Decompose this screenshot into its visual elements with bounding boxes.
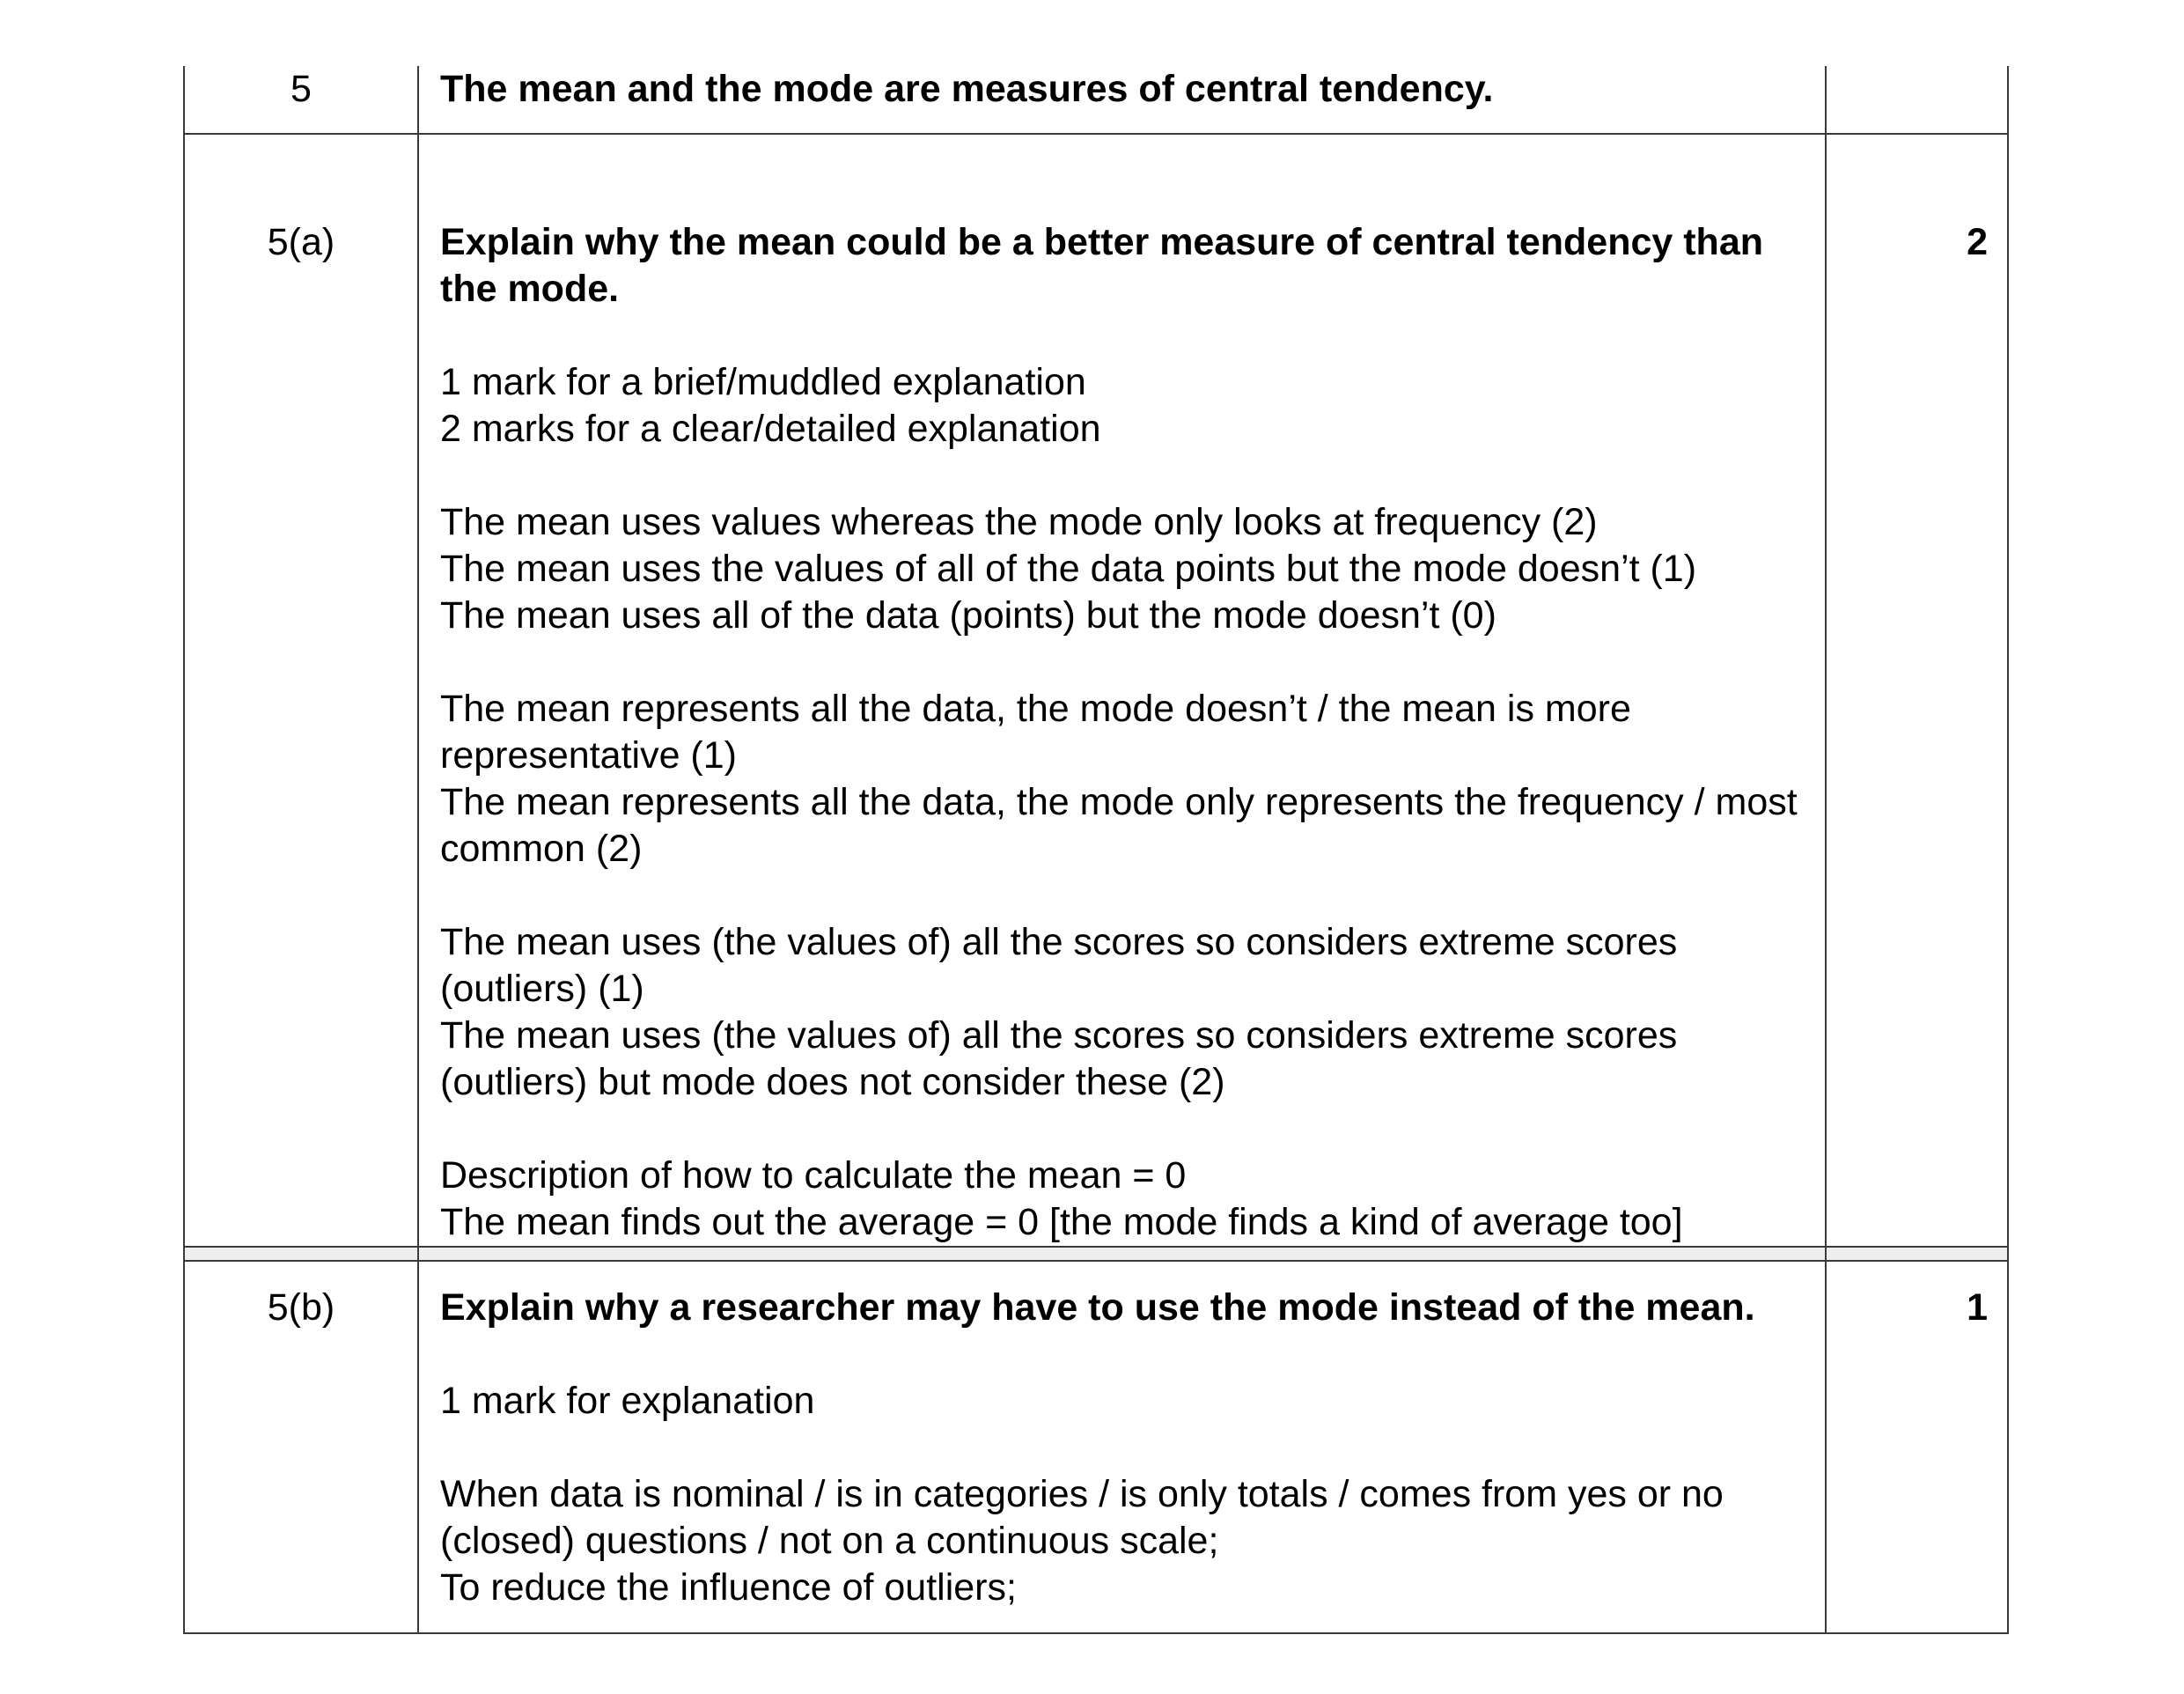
separator-cell	[1826, 1247, 2008, 1261]
separator-cell	[418, 1247, 1826, 1261]
part-a-marks: 2	[1967, 221, 1988, 263]
part-separator	[184, 1247, 2008, 1261]
part-a-number-cell	[184, 134, 418, 1247]
part-a-scheme-line: 2 marks for a clear/detailed explanation	[440, 408, 1101, 450]
part-a-answer-line: The mean uses (the values of) all the scores so considers extreme scores (outliers) but mode does not consider these (2)	[440, 1014, 1678, 1103]
part-a-answer-line: The mean uses values whereas the mode only looks at frequency (2)	[440, 501, 1598, 543]
part-b-marks: 1	[1967, 1286, 1988, 1329]
question-number: 5	[184, 66, 418, 134]
part-b-answer-line: When data is nominal / is in categories / is only totals / comes from yes or no (closed) questions / not on a continuous scale;	[440, 1473, 1724, 1562]
part-a-answer-line: Description of how to calculate the mean = 0	[440, 1154, 1187, 1197]
question-stem: The mean and the mode are measures of central tendency.	[418, 66, 1826, 134]
part-a-number: 5(a)	[267, 221, 335, 263]
part-a-scheme-line: 1 mark for a brief/muddled explanation	[440, 361, 1086, 403]
part-a-answer-line: The mean finds out the average = 0 [the mode finds a kind of average too]	[440, 1201, 1683, 1243]
part-a-marks-cell	[1826, 134, 2008, 1247]
part-a-question: Explain why the mean could be a better measure of central tendency than the mode.	[440, 221, 1764, 310]
mark-scheme-table	[183, 66, 2009, 1634]
part-b-marks-cell	[1826, 1261, 2008, 1633]
part-b-scheme-line: 1 mark for explanation	[440, 1380, 815, 1422]
part-a-answer-line: The mean represents all the data, the mode doesn’t / the mean is more representative (1)	[440, 688, 1631, 777]
part-a-answer-cell	[418, 134, 1826, 1247]
part-b-row	[184, 1261, 2008, 1633]
part-b-answer-cell	[418, 1261, 1826, 1633]
part-a-answer-line: The mean uses (the values of) all the scores so considers extreme scores (outliers) (1)	[440, 921, 1678, 1010]
part-a-answer-line: The mean represents all the data, the mode only represents the frequency / most common (2)	[440, 781, 1798, 870]
part-b-number: 5(b)	[267, 1286, 335, 1329]
part-a-answer-line: The mean uses the values of all of the data points but the mode doesn’t (1)	[440, 548, 1697, 590]
part-b-answer-line: To reduce the influence of outliers;	[440, 1566, 1017, 1609]
part-a-answer-line: The mean uses all of the data (points) but the mode doesn’t (0)	[440, 594, 1496, 637]
part-a-row	[184, 134, 2008, 1247]
question-header-row	[184, 66, 2008, 134]
question-marks-empty	[1826, 66, 2008, 134]
part-b-question: Explain why a researcher may have to use the mode instead of the mean.	[440, 1286, 1755, 1329]
separator-cell	[184, 1247, 418, 1261]
part-b-number-cell	[184, 1261, 418, 1633]
